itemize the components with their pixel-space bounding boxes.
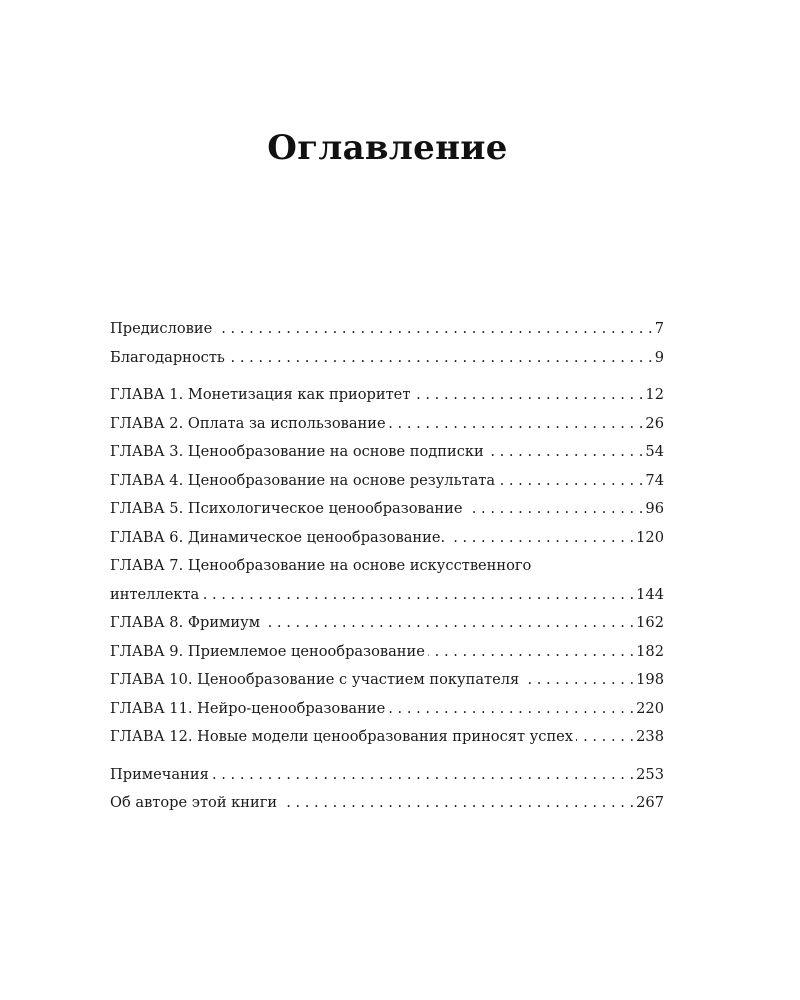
toc-entry-label: ГЛАВА 4. Ценообразование на основе результата <box>110 471 496 489</box>
toc-entry-page: 267 <box>636 794 664 811</box>
toc-entry-label-line2: интеллекта <box>110 585 200 603</box>
toc-entry-label: Об авторе этой книги <box>110 794 278 811</box>
dot-leader <box>388 695 634 724</box>
dot-leader <box>263 609 634 638</box>
toc-entry-label: ГЛАВА 1. Монетизация как приоритет <box>110 386 411 403</box>
toc-entry-page: 54 <box>645 443 664 460</box>
dot-leader <box>466 495 644 524</box>
toc-entry-label: ГЛАВА 9. Приемлемое ценообразование <box>110 642 425 660</box>
dot-leader <box>498 467 643 496</box>
toc-entry-page: 162 <box>636 614 664 631</box>
dot-leader <box>280 789 634 818</box>
dot-leader <box>576 723 634 752</box>
dot-leader <box>413 381 643 410</box>
dot-leader <box>522 666 634 695</box>
toc-entry-page: 198 <box>636 671 664 688</box>
dot-leader <box>487 438 644 467</box>
toc-entry-page: 96 <box>645 500 664 517</box>
dot-leader <box>202 581 634 610</box>
dot-leader <box>389 410 644 439</box>
toc-entry-page: 74 <box>645 471 664 489</box>
toc-entry-page: 7 <box>654 320 664 337</box>
toc-entry-label: ГЛАВА 8. Фримиум <box>110 614 261 631</box>
toc-entry-label: ГЛАВА 2. Оплата за использование <box>110 414 386 432</box>
toc-entry-page: 26 <box>645 414 664 432</box>
toc-entry-label: ГЛАВА 5. Психологическое ценообразование <box>110 500 463 517</box>
toc-entry-page: 238 <box>636 728 664 745</box>
toc-entry-chapter-8[interactable] <box>110 609 664 638</box>
toc-entry-label: ГЛАВА 11. Нейро-ценообразование <box>110 699 386 717</box>
toc-entry-chapter-6[interactable] <box>110 524 664 553</box>
toc-entry-chapter-1[interactable] <box>110 381 664 410</box>
toc-entry-chapter-3[interactable] <box>110 438 664 467</box>
toc-entry-chapter-7[interactable] <box>110 552 664 609</box>
toc-entry-label-line1: ГЛАВА 7. Ценообразование на основе искусственного <box>110 557 532 574</box>
section-gap <box>110 752 664 761</box>
page-title: Оглавление <box>267 128 508 168</box>
toc-entry-about-author[interactable] <box>110 789 664 818</box>
toc-entry-chapter-10[interactable] <box>110 666 664 695</box>
toc-entry-chapter-5[interactable] <box>110 495 664 524</box>
toc-entry-chapter-2[interactable] <box>110 410 664 439</box>
toc-entry-label: ГЛАВА 3. Ценообразование на основе подписки <box>110 443 484 460</box>
toc-entry-label: ГЛАВА 10. Ценообразование с участием покупателя <box>110 671 520 688</box>
table-of-contents <box>110 315 664 818</box>
toc-entry-line2 <box>110 581 664 610</box>
toc-entry-label: ГЛАВА 12. Новые модели ценообразования приносят успех <box>110 728 574 745</box>
toc-entry-label: Благодарность <box>110 348 225 366</box>
toc-entry-page: 144 <box>636 585 664 603</box>
toc-entry-notes[interactable] <box>110 761 664 790</box>
toc-entry-chapter-12[interactable] <box>110 723 664 752</box>
toc-entry-chapter-11[interactable] <box>110 695 664 724</box>
dot-leader <box>228 344 653 373</box>
dot-leader <box>428 638 634 667</box>
toc-entry-chapter-9[interactable] <box>110 638 664 667</box>
toc-entry-label: Предисловие <box>110 320 213 337</box>
toc-entry-page: 182 <box>636 642 664 660</box>
toc-entry-page: 253 <box>636 765 664 783</box>
dot-leader <box>212 761 634 790</box>
toc-entry-page: 120 <box>636 528 664 546</box>
toc-entry-page: 12 <box>645 386 664 403</box>
toc-entry-label: ГЛАВА 6. Динамическое ценообразование. <box>110 528 446 546</box>
dot-leader <box>215 315 652 344</box>
toc-entry-page: 9 <box>654 348 664 366</box>
toc-entry-preface[interactable] <box>110 315 664 344</box>
dot-leader <box>448 524 634 553</box>
toc-entry-chapter-4[interactable] <box>110 467 664 496</box>
toc-entry-label: Примечания <box>110 765 209 783</box>
toc-entry-acknowledgements[interactable] <box>110 344 664 373</box>
toc-entry-page: 220 <box>636 699 664 717</box>
section-gap <box>110 372 664 381</box>
